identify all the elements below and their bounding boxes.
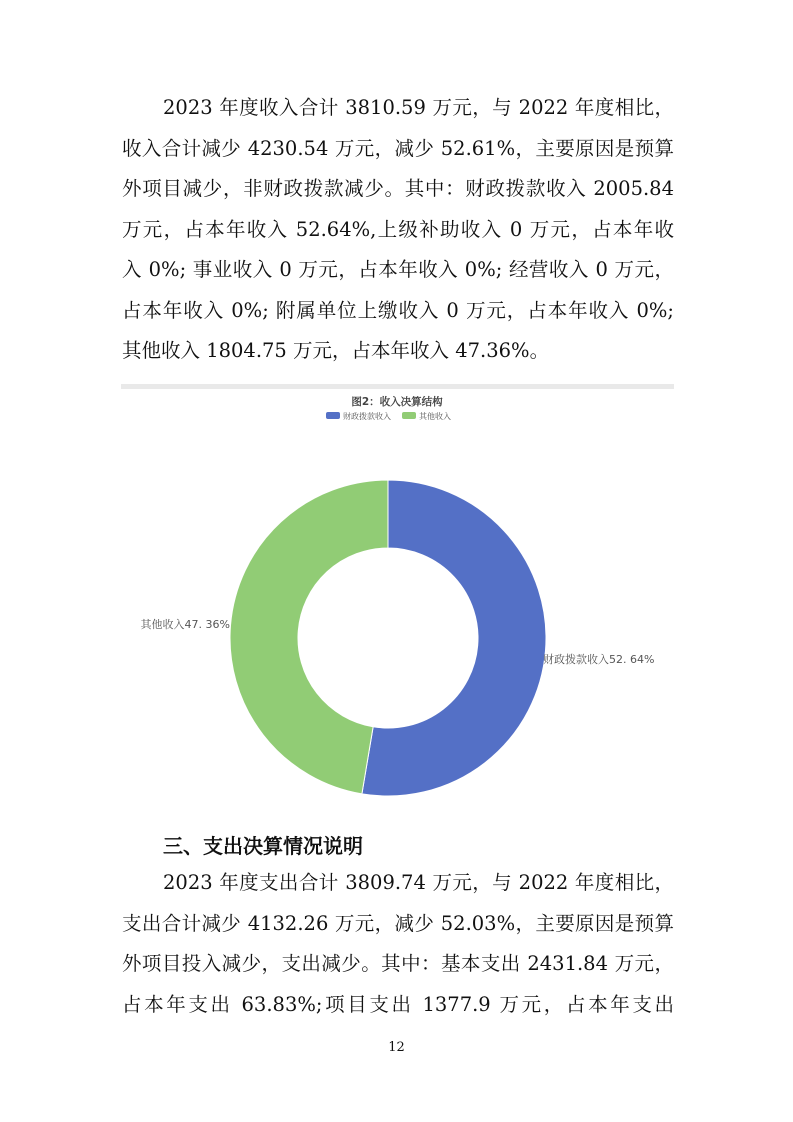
income-structure-chart (121, 384, 674, 814)
expenditure-paragraph (122, 863, 674, 1025)
legend-label-fiscal: 财政拨款收入 (343, 412, 391, 421)
text-line: 入 0%; 事业收入 0 万元，占本年收入 0%; 经营收入 0 万元， (122, 258, 674, 281)
text-line: 其他收入 1804.75 万元，占本年收入 47.36%。 (122, 339, 550, 362)
text-line: 收入合计减少 4230.54 万元，减少 52.61%，主要原因是预算 (122, 136, 674, 160)
text-line: 占本年支出 63.83%;项目支出 1377.9 万元，占本年支出 (122, 992, 674, 1016)
legend-swatch-other (402, 412, 416, 419)
legend-label-other: 其他收入 (419, 412, 451, 421)
donut-slice-fiscal (362, 480, 546, 796)
chart-top-border (121, 384, 674, 389)
donut-slice-other (230, 480, 388, 794)
text-line: 支出合计减少 4132.26 万元，减少 52.03%，主要原因是预算 (122, 911, 674, 935)
text-line: 万元，占本年收入 52.64%,上级补助收入 0 万元，占本年收 (122, 217, 674, 241)
chart-title: 图2：收入决算结构 (351, 396, 443, 408)
donut-chart-svg (121, 384, 674, 814)
text-line: 占本年收入 0%; 附属单位上缴收入 0 万元，占本年收入 0%; (122, 298, 674, 322)
text-line: 外项目减少，非财政拨款减少。其中：财政拨款收入 2005.84 (122, 177, 674, 200)
income-paragraph (122, 88, 674, 372)
slice-label-other: 其他收入47. 36% (140, 618, 230, 631)
chart-legend (326, 411, 451, 421)
text-line: 2023 年度收入合计 3810.59 万元，与 2022 年度相比， (163, 96, 674, 119)
page-number: 12 (388, 1040, 405, 1055)
text-line: 外项目投入减少，支出减少。其中：基本支出 2431.84 万元， (122, 952, 674, 975)
donut-slices (230, 480, 546, 796)
slice-label-fiscal: 财政拨款收入52. 64% (543, 653, 655, 666)
section-heading: 三、支出决算情况说明 (163, 834, 363, 858)
text-line: 2023 年度支出合计 3809.74 万元，与 2022 年度相比， (163, 871, 674, 894)
legend-swatch-fiscal (326, 412, 340, 419)
